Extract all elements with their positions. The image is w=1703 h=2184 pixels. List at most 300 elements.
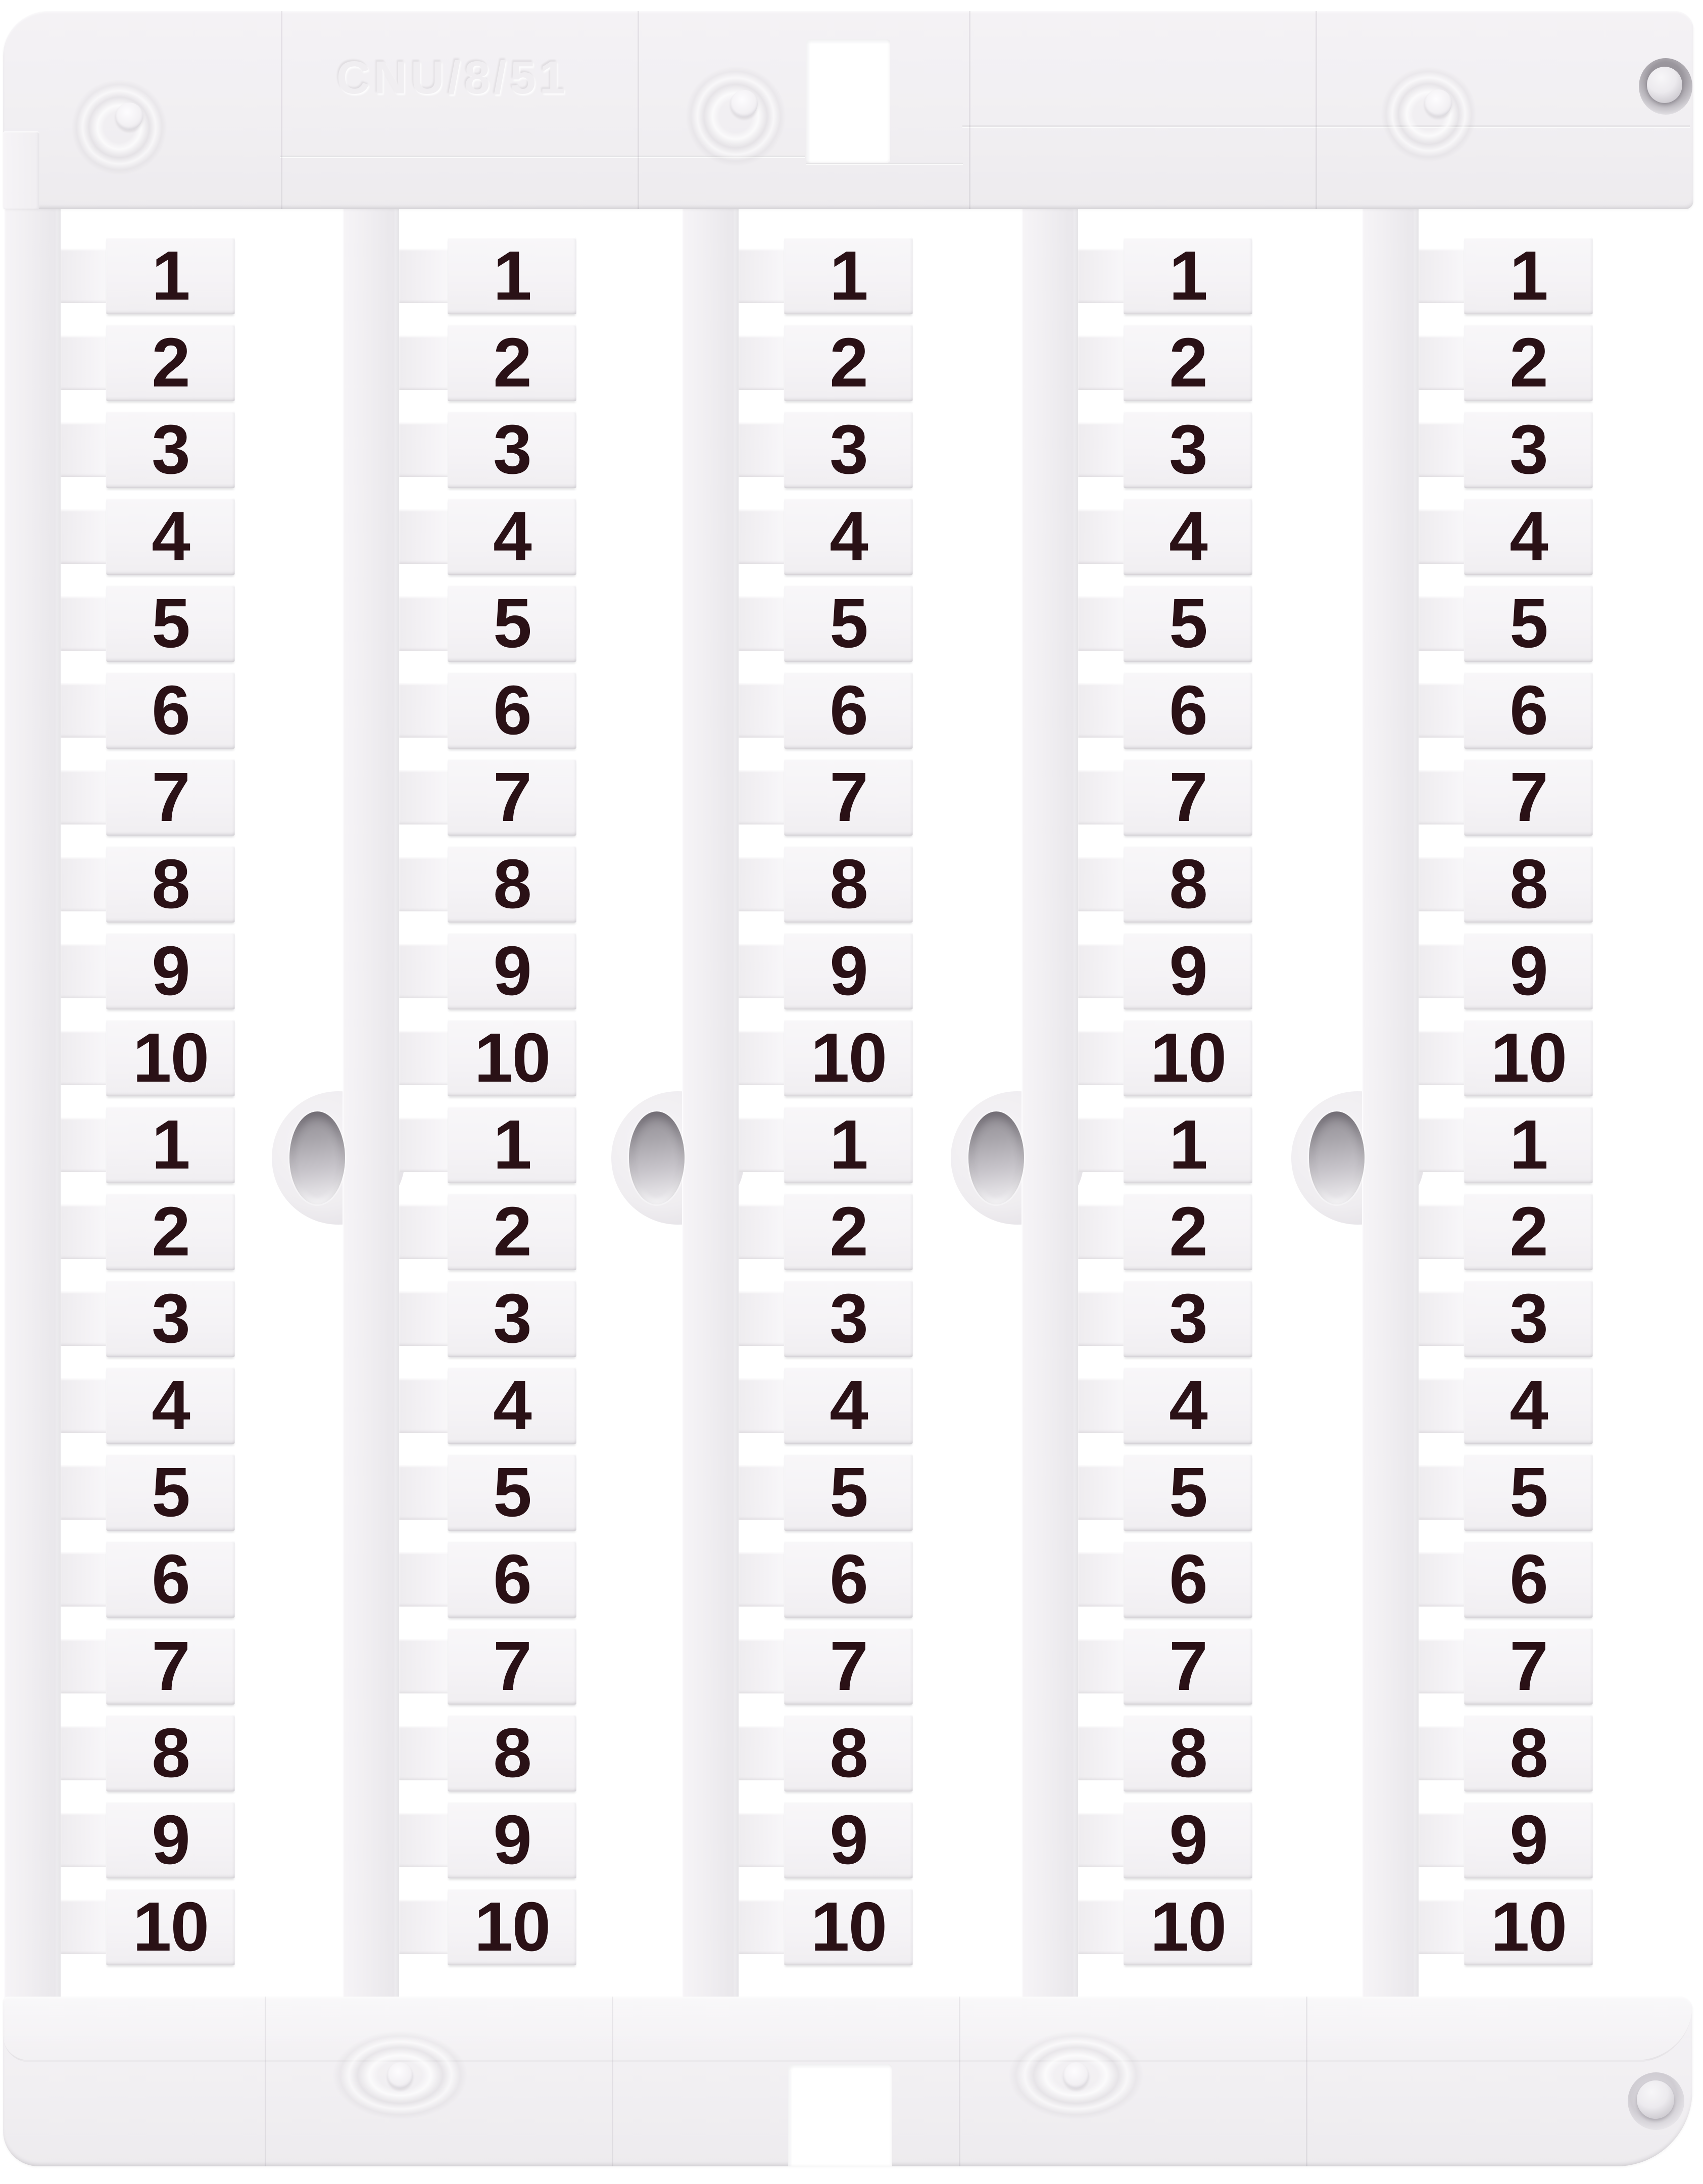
marker-number: 2 bbox=[1169, 1193, 1207, 1271]
breakoff-nub bbox=[739, 1639, 784, 1693]
marker-tab bbox=[1124, 1454, 1252, 1531]
breakoff-nub bbox=[61, 770, 106, 824]
marker-number: 5 bbox=[152, 1453, 189, 1531]
strip-rail bbox=[682, 207, 739, 1999]
mounting-hole bbox=[968, 1111, 1024, 1204]
marker-number: 5 bbox=[1510, 1453, 1547, 1531]
marker-tab bbox=[1124, 759, 1252, 836]
breakoff-nub bbox=[1419, 1204, 1464, 1259]
marker-number: 8 bbox=[152, 845, 189, 923]
breakoff-nub bbox=[1078, 683, 1124, 738]
marker-number: 3 bbox=[152, 1280, 189, 1357]
breakoff-nub bbox=[739, 1726, 784, 1780]
marker-number: 10 bbox=[810, 1888, 887, 1966]
marker-number: 1 bbox=[1510, 237, 1547, 315]
breakoff-nub bbox=[1078, 249, 1124, 303]
breakoff-nub bbox=[61, 857, 106, 911]
marker-number: 4 bbox=[1510, 498, 1547, 575]
breakoff-nub bbox=[739, 1378, 784, 1433]
marker-tab bbox=[784, 1367, 913, 1444]
marker-tab bbox=[1464, 237, 1593, 314]
breakoff-nub bbox=[61, 1291, 106, 1346]
bottom-bar-slot bbox=[788, 2064, 892, 2166]
breakoff-nub bbox=[739, 1291, 784, 1346]
marker-number: 4 bbox=[152, 498, 189, 575]
breakoff-nub bbox=[739, 1031, 784, 1085]
marker-tab bbox=[1464, 1802, 1593, 1878]
marker-tab bbox=[1124, 237, 1252, 314]
marker-tab bbox=[1124, 933, 1252, 1009]
marker-number: 6 bbox=[830, 671, 867, 749]
marker-number: 2 bbox=[1169, 324, 1207, 402]
breakoff-nub bbox=[1419, 770, 1464, 824]
breakoff-nub bbox=[399, 1204, 448, 1259]
marker-tab bbox=[448, 237, 576, 314]
marker-number: 3 bbox=[1510, 1280, 1547, 1357]
marker-number: 9 bbox=[493, 1801, 531, 1879]
marker-tab bbox=[106, 1888, 235, 1965]
breakoff-nub bbox=[61, 1118, 106, 1172]
breakoff-nub bbox=[399, 249, 448, 303]
marker-number: 8 bbox=[493, 845, 531, 923]
marker-number: 2 bbox=[152, 1193, 189, 1271]
bottom-bar-seam-1 bbox=[265, 1997, 266, 2166]
breakoff-nub bbox=[399, 1118, 448, 1172]
marker-tab bbox=[1464, 1193, 1593, 1270]
marker-number: 9 bbox=[830, 1801, 867, 1879]
marker-number: 7 bbox=[493, 1627, 531, 1705]
breakoff-nub bbox=[61, 596, 106, 651]
marker-tab bbox=[784, 585, 913, 662]
marker-number: 8 bbox=[152, 1714, 189, 1792]
marker-tab bbox=[1464, 672, 1593, 749]
marker-tab bbox=[784, 237, 913, 314]
breakoff-nub bbox=[61, 1465, 106, 1520]
marker-number: 9 bbox=[152, 1801, 189, 1879]
marker-number: 4 bbox=[830, 498, 867, 575]
marker-tab bbox=[1124, 1106, 1252, 1183]
breakoff-nub bbox=[1078, 857, 1124, 911]
marker-tab bbox=[1124, 672, 1252, 749]
marker-tab bbox=[1464, 1541, 1593, 1618]
marker-number: 3 bbox=[493, 1280, 531, 1357]
marker-tab bbox=[1464, 1280, 1593, 1357]
marker-tab bbox=[1124, 1628, 1252, 1705]
breakoff-nub bbox=[399, 1552, 448, 1607]
marker-number: 4 bbox=[493, 498, 531, 575]
breakoff-nub bbox=[399, 1639, 448, 1693]
marker-number: 5 bbox=[830, 585, 867, 662]
ejector-pin-mark-top-2 bbox=[681, 62, 790, 171]
breakoff-nub bbox=[399, 1726, 448, 1780]
breakoff-nub bbox=[399, 335, 448, 390]
marker-number: 2 bbox=[493, 1193, 531, 1271]
breakoff-nub bbox=[61, 944, 106, 998]
breakoff-nub bbox=[61, 509, 106, 564]
marker-tab bbox=[106, 1454, 235, 1531]
marker-number: 8 bbox=[1510, 1714, 1547, 1792]
marker-tab bbox=[106, 1715, 235, 1791]
breakoff-nub bbox=[1419, 1031, 1464, 1085]
marker-tab bbox=[1124, 411, 1252, 488]
breakoff-nub bbox=[1419, 1813, 1464, 1867]
breakoff-nub bbox=[1419, 596, 1464, 651]
breakoff-nub bbox=[1078, 422, 1124, 477]
marker-tab bbox=[106, 1280, 235, 1357]
breakoff-nub bbox=[739, 1813, 784, 1867]
marker-number: 7 bbox=[152, 758, 189, 836]
breakoff-nub bbox=[399, 1465, 448, 1520]
ejector-pin-dot-top-2 bbox=[731, 90, 758, 117]
breakoff-nub bbox=[1419, 1118, 1464, 1172]
marker-tab bbox=[1124, 1280, 1252, 1357]
bottom-bar-seam-4 bbox=[1306, 1997, 1307, 2166]
breakoff-nub bbox=[1078, 1726, 1124, 1780]
ejector-pin-dot-top-3 bbox=[1425, 89, 1452, 117]
top-bar-cutout bbox=[806, 39, 890, 163]
marker-tab bbox=[784, 933, 913, 1009]
breakoff-nub bbox=[399, 1813, 448, 1867]
marker-tab bbox=[448, 585, 576, 662]
marker-tab bbox=[784, 1888, 913, 1965]
marker-number: 10 bbox=[132, 1019, 209, 1097]
marker-tab bbox=[448, 1280, 576, 1357]
marker-number: 3 bbox=[830, 411, 867, 489]
marker-tab bbox=[448, 1020, 576, 1096]
strip-rail bbox=[1021, 207, 1078, 1999]
marker-number: 1 bbox=[830, 237, 867, 315]
strip-rail bbox=[1362, 207, 1419, 1999]
marker-number: 2 bbox=[1510, 1193, 1547, 1271]
ejector-pin-dot-bottom-1 bbox=[387, 2062, 413, 2089]
marker-tab bbox=[106, 237, 235, 314]
breakoff-nub bbox=[1419, 249, 1464, 303]
marker-number: 9 bbox=[1510, 1801, 1547, 1879]
bottom-bar-panel bbox=[3, 1997, 1692, 2062]
marker-number: 10 bbox=[1150, 1019, 1226, 1097]
marker-tab bbox=[106, 846, 235, 923]
breakoff-nub bbox=[61, 1204, 106, 1259]
marker-tab bbox=[1464, 1454, 1593, 1531]
marker-tab bbox=[784, 846, 913, 923]
marker-tab bbox=[1124, 585, 1252, 662]
marker-tab bbox=[1124, 1888, 1252, 1965]
marker-number: 7 bbox=[1510, 1627, 1547, 1705]
marker-tab bbox=[106, 411, 235, 488]
marker-number: 10 bbox=[1490, 1888, 1567, 1966]
top-bar-seam-1 bbox=[281, 11, 282, 209]
ejector-pin-mark-top-1 bbox=[67, 75, 171, 179]
marker-number: 8 bbox=[1169, 845, 1207, 923]
breakoff-nub bbox=[399, 857, 448, 911]
breakoff-nub bbox=[739, 1900, 784, 1954]
strip-rail bbox=[343, 207, 399, 1999]
breakoff-nub bbox=[739, 1465, 784, 1520]
marker-number: 2 bbox=[152, 324, 189, 402]
breakoff-nub bbox=[739, 596, 784, 651]
marker-number: 9 bbox=[1169, 932, 1207, 1010]
breakoff-nub bbox=[1419, 335, 1464, 390]
top-bar-seam-3 bbox=[969, 11, 970, 209]
marker-tab bbox=[1464, 1367, 1593, 1444]
ejector-pin-dot-bottom-2 bbox=[1063, 2062, 1089, 2089]
marker-number: 2 bbox=[493, 324, 531, 402]
marker-number: 7 bbox=[493, 758, 531, 836]
marker-tab bbox=[784, 1628, 913, 1705]
marker-tab bbox=[106, 498, 235, 575]
marker-tab bbox=[106, 324, 235, 401]
breakoff-nub bbox=[399, 596, 448, 651]
marker-tab bbox=[106, 672, 235, 749]
marker-tab bbox=[784, 759, 913, 836]
breakoff-nub bbox=[1419, 1378, 1464, 1433]
marker-tab bbox=[448, 324, 576, 401]
marker-tab bbox=[106, 1106, 235, 1183]
marker-tab bbox=[1124, 324, 1252, 401]
marker-tab bbox=[448, 1367, 576, 1444]
marker-tab bbox=[106, 1541, 235, 1618]
marker-number: 5 bbox=[152, 585, 189, 662]
breakoff-nub bbox=[399, 944, 448, 998]
breakoff-nub bbox=[1078, 1291, 1124, 1346]
top-bar-ridge-right bbox=[962, 125, 1690, 128]
breakoff-nub bbox=[739, 335, 784, 390]
marker-tab bbox=[106, 759, 235, 836]
marker-tab bbox=[784, 1715, 913, 1791]
marker-number: 6 bbox=[152, 1540, 189, 1618]
marker-number: 7 bbox=[1510, 758, 1547, 836]
marker-tab bbox=[448, 1802, 576, 1878]
frame-left-rail bbox=[4, 207, 61, 1999]
breakoff-nub bbox=[1419, 1552, 1464, 1607]
marker-number: 5 bbox=[830, 1453, 867, 1531]
breakoff-nub bbox=[1419, 683, 1464, 738]
breakoff-nub bbox=[1419, 944, 1464, 998]
breakoff-nub bbox=[1078, 1378, 1124, 1433]
marker-number: 6 bbox=[1510, 1540, 1547, 1618]
top-bar-step bbox=[3, 131, 39, 209]
breakoff-nub bbox=[61, 1552, 106, 1607]
marker-number: 7 bbox=[1169, 1627, 1207, 1705]
marker-number: 9 bbox=[1510, 932, 1547, 1010]
mounting-hole bbox=[1309, 1111, 1365, 1204]
marker-number: 4 bbox=[1510, 1367, 1547, 1444]
marker-tab bbox=[448, 1628, 576, 1705]
breakoff-nub bbox=[1419, 509, 1464, 564]
breakoff-nub bbox=[399, 1031, 448, 1085]
marker-number: 7 bbox=[1169, 758, 1207, 836]
breakoff-nub bbox=[61, 1900, 106, 1954]
marker-number: 3 bbox=[1510, 411, 1547, 489]
marker-number: 10 bbox=[474, 1019, 550, 1097]
marker-number: 10 bbox=[474, 1888, 550, 1966]
marker-tab bbox=[448, 1715, 576, 1791]
breakoff-nub bbox=[1419, 1291, 1464, 1346]
breakoff-nub bbox=[739, 857, 784, 911]
marker-tab bbox=[448, 1541, 576, 1618]
breakoff-nub bbox=[739, 422, 784, 477]
breakoff-nub bbox=[1078, 1204, 1124, 1259]
marker-tab bbox=[1464, 1715, 1593, 1791]
marker-tab bbox=[1464, 498, 1593, 575]
breakoff-nub bbox=[61, 249, 106, 303]
marker-number: 1 bbox=[493, 1106, 531, 1184]
top-bar-ridge-middle bbox=[806, 163, 963, 165]
marker-number: 7 bbox=[830, 758, 867, 836]
breakoff-nub bbox=[739, 683, 784, 738]
marker-tab bbox=[106, 933, 235, 1009]
marker-tab bbox=[448, 498, 576, 575]
ejector-pin-mark-top-3 bbox=[1377, 62, 1481, 166]
marker-tab bbox=[784, 498, 913, 575]
bottom-bar-seam-2 bbox=[612, 1997, 613, 2166]
mold-dimple-dome-top-right bbox=[1647, 67, 1682, 103]
marker-number: 6 bbox=[493, 1540, 531, 1618]
marker-tab bbox=[784, 324, 913, 401]
breakoff-nub bbox=[739, 770, 784, 824]
marker-number: 5 bbox=[493, 1453, 531, 1531]
top-bar-seam-2 bbox=[638, 11, 639, 209]
marker-number: 1 bbox=[1169, 237, 1207, 315]
marker-tab bbox=[784, 1106, 913, 1183]
marker-tab bbox=[448, 846, 576, 923]
marker-tab bbox=[1464, 1628, 1593, 1705]
marker-number: 6 bbox=[1510, 671, 1547, 749]
breakoff-nub bbox=[1419, 1726, 1464, 1780]
marker-tab bbox=[106, 1628, 235, 1705]
marker-number: 1 bbox=[152, 237, 189, 315]
marker-tab bbox=[448, 759, 576, 836]
marker-tab bbox=[784, 1541, 913, 1618]
marker-number: 4 bbox=[830, 1367, 867, 1444]
marker-number: 10 bbox=[810, 1019, 887, 1097]
marker-tab bbox=[784, 1193, 913, 1270]
marker-number: 6 bbox=[152, 671, 189, 749]
marker-number: 2 bbox=[830, 1193, 867, 1271]
breakoff-nub bbox=[61, 1378, 106, 1433]
marker-number: 8 bbox=[1510, 845, 1547, 923]
breakoff-nub bbox=[1078, 1118, 1124, 1172]
marker-number: 6 bbox=[493, 671, 531, 749]
breakoff-nub bbox=[1078, 1465, 1124, 1520]
marker-tab bbox=[784, 411, 913, 488]
breakoff-nub bbox=[61, 1813, 106, 1867]
breakoff-nub bbox=[1078, 509, 1124, 564]
marker-number: 5 bbox=[1510, 585, 1547, 662]
breakoff-nub bbox=[61, 1726, 106, 1780]
breakoff-nub bbox=[1078, 944, 1124, 998]
breakoff-nub bbox=[1078, 596, 1124, 651]
marker-number: 5 bbox=[1169, 585, 1207, 662]
marker-tab bbox=[784, 1280, 913, 1357]
marker-tab bbox=[106, 1802, 235, 1878]
marker-tab bbox=[106, 1020, 235, 1096]
breakoff-nub bbox=[61, 1639, 106, 1693]
marker-tab bbox=[784, 1020, 913, 1096]
marker-number: 1 bbox=[1169, 1106, 1207, 1184]
breakoff-nub bbox=[1419, 1900, 1464, 1954]
breakoff-nub bbox=[399, 509, 448, 564]
marker-tab bbox=[1464, 411, 1593, 488]
marker-number: 3 bbox=[1169, 1280, 1207, 1357]
breakoff-nub bbox=[739, 509, 784, 564]
marker-tab bbox=[1124, 1802, 1252, 1878]
marker-tab bbox=[448, 1454, 576, 1531]
marker-tab bbox=[784, 672, 913, 749]
breakoff-nub bbox=[399, 1291, 448, 1346]
marker-number: 4 bbox=[1169, 498, 1207, 575]
marker-tab bbox=[106, 1193, 235, 1270]
marker-number: 3 bbox=[1169, 411, 1207, 489]
marker-number: 1 bbox=[1510, 1106, 1547, 1184]
marker-tab bbox=[1124, 846, 1252, 923]
marker-number: 9 bbox=[152, 932, 189, 1010]
marker-tab bbox=[784, 1454, 913, 1531]
marker-tab bbox=[448, 933, 576, 1009]
marker-tab bbox=[1464, 585, 1593, 662]
breakoff-nub bbox=[399, 683, 448, 738]
marker-tab bbox=[1464, 759, 1593, 836]
top-bar-seam-4 bbox=[1316, 11, 1317, 209]
marker-tab bbox=[1464, 1888, 1593, 1965]
breakoff-nub bbox=[61, 1031, 106, 1085]
marker-tab bbox=[106, 1367, 235, 1444]
mounting-hole bbox=[629, 1111, 685, 1204]
marker-number: 6 bbox=[1169, 1540, 1207, 1618]
mold-dimple-dome-bottom-right bbox=[1637, 2080, 1674, 2119]
marker-tab bbox=[448, 1106, 576, 1183]
marker-number: 10 bbox=[1150, 1888, 1226, 1966]
bottom-bar-seam-3 bbox=[959, 1997, 960, 2166]
embossed-part-number: CNU/8/51 bbox=[336, 52, 569, 104]
marker-number: 3 bbox=[830, 1280, 867, 1357]
marker-number: 10 bbox=[132, 1888, 209, 1966]
marker-number: 5 bbox=[1169, 1453, 1207, 1531]
marker-number: 4 bbox=[493, 1367, 531, 1444]
marker-tab bbox=[1464, 1020, 1593, 1096]
marker-number: 6 bbox=[830, 1540, 867, 1618]
marker-number: 2 bbox=[830, 324, 867, 402]
marker-tab bbox=[1124, 498, 1252, 575]
breakoff-nub bbox=[399, 1900, 448, 1954]
marker-number: 4 bbox=[152, 1367, 189, 1444]
marker-number: 9 bbox=[830, 932, 867, 1010]
marker-number: 8 bbox=[493, 1714, 531, 1792]
breakoff-nub bbox=[739, 1204, 784, 1259]
marker-tab bbox=[1124, 1367, 1252, 1444]
ejector-pin-dot-top-1 bbox=[116, 103, 143, 130]
breakoff-nub bbox=[739, 1118, 784, 1172]
marker-number: 1 bbox=[830, 1106, 867, 1184]
breakoff-nub bbox=[399, 1378, 448, 1433]
marker-number: 3 bbox=[493, 411, 531, 489]
marker-number: 5 bbox=[493, 585, 531, 662]
marker-tab bbox=[1464, 324, 1593, 401]
marker-tab bbox=[448, 411, 576, 488]
marker-number: 9 bbox=[493, 932, 531, 1010]
marker-number: 7 bbox=[152, 1627, 189, 1705]
marker-tab bbox=[106, 585, 235, 662]
breakoff-nub bbox=[1078, 1639, 1124, 1693]
breakoff-nub bbox=[1078, 1813, 1124, 1867]
breakoff-nub bbox=[1419, 1465, 1464, 1520]
marker-tab bbox=[448, 672, 576, 749]
breakoff-nub bbox=[1078, 770, 1124, 824]
breakoff-nub bbox=[1419, 857, 1464, 911]
mounting-hole bbox=[289, 1111, 345, 1204]
marker-tab bbox=[1464, 846, 1593, 923]
marker-number: 7 bbox=[830, 1627, 867, 1705]
